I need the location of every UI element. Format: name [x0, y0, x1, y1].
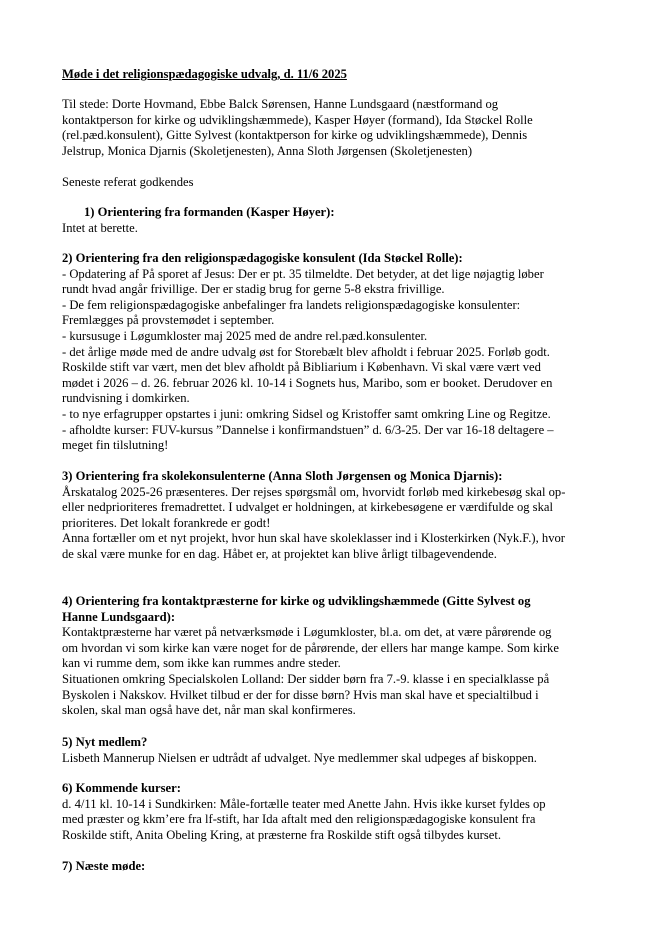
- section-2-line: - afholdte kurser: FUV-kursus ”Dannelse i konfirmandstuen” d. 6/3-25. Der var 16-18 deltagere –: [62, 422, 554, 437]
- approval-text: Seneste referat godkendes: [62, 175, 194, 189]
- attendees-line: Til stede: Dorte Hovmand, Ebbe Balck Sørensen, Hanne Lundsgaard (næstformand og: [62, 97, 499, 111]
- section-3-line: de skal være munke for en dag. Håbet er, at projektet kan blive årligt tilbagevendende.: [62, 546, 497, 561]
- section-3: [62, 469, 622, 563]
- section-2-heading: 2) Orientering fra den religionspædagogiske konsulent (Ida Støckel Rolle):: [62, 251, 463, 265]
- section-4-line: kan vi rumme dem, som ikke kan rummes andre steder.: [62, 656, 341, 671]
- section-6-line: med præster og kkm’ere fra lf-stift, har Ida aftalt med den religionspædagogiske konsulent fra: [62, 812, 536, 827]
- section-4: [62, 594, 622, 719]
- section-5: [62, 735, 622, 766]
- section-5-heading: 5) Nyt medlem?: [62, 735, 148, 749]
- section-4-line: Situationen omkring Specialskolen Lolland: Der sidder børn fra 7.-9. klasse i en specialklasse på: [62, 671, 550, 686]
- section-6: [62, 781, 622, 843]
- section-2-line: - to nye erfagrupper opstartes i juni: omkring Sidsel og Kristoffer samt omkring Line og Regitze.: [62, 406, 551, 421]
- section-2-line: - kursusuge i Løgumkloster maj 2025 med de andre rel.pæd.konsulenter.: [62, 328, 428, 343]
- section-2-line: rundvisning i domkirken.: [62, 391, 190, 406]
- section-2: [62, 251, 622, 454]
- section-3-line: prioriteres. Det lokalt forankrede er godt!: [62, 515, 271, 530]
- section-2-line: meget fin tilslutning!: [62, 438, 169, 453]
- section-2-line: Fremlægges på provstemødet i september.: [62, 313, 275, 328]
- section-6-heading: 6) Kommende kurser:: [62, 781, 181, 795]
- section-4-line: Kontaktpræsterne har været på netværksmøde i Løgumkloster, bl.a. om det, at være pårørende og: [62, 625, 552, 640]
- section-4-line: om hvordan vi som kirke kan være noget for de pårørende, der ellers har mange kampe. Som kirke: [62, 640, 559, 655]
- section-2-line: rundt hvad angår frivillige. Der er stadig brug for gerne 5-8 ekstra frivillige.: [62, 282, 445, 297]
- section-2-line: - det årlige møde med de andre udvalg øst for Storebælt blev afholdt i februar 2025. Forløb godt.: [62, 344, 550, 359]
- section-4-heading: 4) Orientering fra kontaktpræsterne for kirke og udviklingshæmmede (Gitte Sylvest og: [62, 594, 531, 608]
- section-6-line: d. 4/11 kl. 10-14 i Sundkirken: Måle-fortælle teater med Anette Jahn. Hvis ikke kurset fyldes op: [62, 796, 546, 811]
- section-6-line: Roskilde stift, Anita Obeling Kring, at præsterne fra Roskilde stift også tilbydes kurset.: [62, 827, 501, 842]
- section-4-line: Byskolen i Nakskov. Hvilket tilbud er der for disse børn? Hvis man skal have et specialtilbud i: [62, 687, 539, 702]
- document-title: Møde i det religionspædagogiske udvalg, d. 11/6 2025: [62, 67, 347, 81]
- section-1-text: Intet at berette.: [62, 220, 138, 235]
- section-2-line: mødet i 2026 – d. 26. februar 2026 kl. 10-14 i Sognets hus, Maribo, som er booket. Derudover en: [62, 375, 553, 390]
- section-3-line: eller nedprioriteres fremadrettet. I udvalget er holdningen, at kirkebesøgene er værdifulde og skal: [62, 500, 553, 515]
- section-2-line: Roskilde stift var vært, men det blev afholdt på Bibliarium i København. Vi skal være vært ved: [62, 360, 541, 375]
- section-7: [62, 859, 622, 875]
- section-1-heading: 1) Orientering fra formanden (Kasper Høyer):: [84, 205, 335, 219]
- approval-block: [62, 175, 622, 191]
- section-2-line: - De fem religionspædagogiske anbefalinger fra landets religionspædagogiske konsulenter:: [62, 297, 521, 312]
- attendees-block: [62, 97, 622, 159]
- section-3-line: Anna fortæller om et nyt projekt, hvor hun skal have skoleklasser ind i Klosterkirken (Nyk.F.), hvor: [62, 531, 565, 546]
- section-5-text: Lisbeth Mannerup Nielsen er udtrådt af udvalget. Nye medlemmer skal udpeges af biskoppen.: [62, 750, 537, 765]
- document-title-block: [62, 67, 622, 83]
- section-3-heading: 3) Orientering fra skolekonsulenterne (Anna Sloth Jørgensen og Monica Djarnis):: [62, 469, 503, 483]
- section-3-line: Årskatalog 2025-26 præsenteres. Der rejses spørgsmål om, hvorvidt forløb med kirkebesøg skal op-: [62, 484, 566, 499]
- section-4-line: skolen, skal man også have det, når man skal konfirmeres.: [62, 703, 356, 718]
- section-1: [62, 205, 622, 236]
- section-2-line: - Opdatering af På sporet af Jesus: Der er pt. 35 tilmeldte. Det betyder, at det lige nøjagtig løber: [62, 266, 544, 281]
- attendees-line: Jelstrup, Monica Djarnis (Skoletjenesten), Anna Sloth Jørgensen (Skoletjenesten): [62, 143, 473, 158]
- attendees-line: (rel.pæd.konsulent), Gitte Sylvest (kontaktperson for kirke og udviklingshæmmede), Dennis: [62, 128, 528, 143]
- attendees-line: kontaktperson for kirke og udviklingshæmmede), Kasper Høyer (formand), Ida Støckel Rolle: [62, 112, 533, 127]
- section-7-heading: 7) Næste møde:: [62, 859, 146, 873]
- section-4-heading: Hanne Lundsgaard):: [62, 609, 176, 624]
